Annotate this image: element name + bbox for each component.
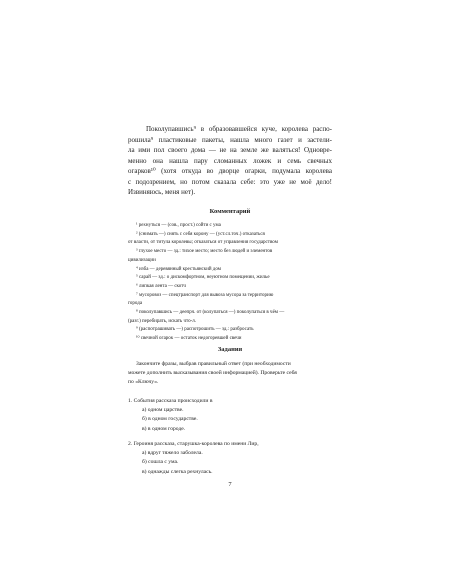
- paragraph-line: рошила⁹ пластиковые пакеты, нашла много газет и застели-: [128, 135, 332, 144]
- question-stem: 2. Героиня рассказа, старушка-королева по имени Лир,: [128, 441, 259, 447]
- commentary-line: ³ глухое место — зд.: тихое место; место без людей и элементов: [136, 249, 273, 255]
- commentary-line: ⁹ (распотрашивать —) распотрошить — зд.: разбросать: [136, 327, 254, 333]
- tasks-heading: Задания: [217, 346, 243, 353]
- answer-option: а) одном царстве.: [142, 407, 184, 414]
- answer-option: б) сошла с ума.: [142, 459, 179, 466]
- page-number: 7: [228, 481, 232, 488]
- commentary-line: (разг.) перебирать, искать что-л.: [128, 318, 196, 324]
- tasks-intro-line: можете дополнить высказывания своей информацией). Проверьте себя: [128, 369, 297, 376]
- commentary-line: цивилизации: [128, 257, 156, 263]
- paragraph-line: менно она нашла пару сломанных ложек и семь свечных: [128, 156, 332, 165]
- commentary-line: ⁷ мусоровоз — спецтранспорт для вывоза мусора за территорию: [136, 292, 274, 298]
- commentary-line: от власти, от титула королевы; отказаться от управления государством: [128, 240, 278, 246]
- main-paragraph: [128, 124, 332, 198]
- tasks-intro: [128, 360, 332, 386]
- commentary-line: ⁴ изба — деревянный крестьянский дом: [136, 266, 221, 272]
- tasks-intro-line: по «Ключу».: [128, 378, 159, 385]
- paragraph-line: огарков¹⁰ (хотя откуда во дворце огарки, подумала королева: [128, 167, 332, 175]
- tasks-intro-line: Закончите фразы, выбрав правильный ответ (при необходимости: [136, 361, 291, 367]
- answer-option: а) вдруг тяжело заболела.: [142, 450, 203, 457]
- commentary-line: ¹⁰ свечной огарок — остаток недогоревшей свечи: [136, 336, 242, 342]
- paragraph-line: с подозрением, но потом сказала себе: это уже не моё дело!: [128, 177, 332, 186]
- commentary-line: ¹ рехнуться — (сов., прост.) сойти с ума: [136, 223, 221, 228]
- answer-option: в) в одном городе.: [142, 425, 186, 432]
- commentary-line: ⁶ липкая лента — скотч: [136, 283, 186, 289]
- commentary-line: ⁵ сарай — зд.: о дискомфортном, неуютном помещении, жилье: [136, 275, 270, 281]
- answer-option: в) однажды слегка рехнулась.: [142, 468, 213, 475]
- commentary-line: ⁸ поколупавшись — деепрч. от (колупаться —) поколупаться в чём —: [136, 310, 285, 316]
- paragraph-line: Извиняюсь, меня нет).: [128, 188, 196, 196]
- question-1: [128, 397, 332, 434]
- commentary-line: ² (снимать —) снять с себя корону — (уст.сл.точ.) отказаться: [136, 231, 265, 237]
- question-2: [128, 440, 332, 477]
- commentary-heading: Комментарий: [209, 208, 251, 215]
- commentary-list: [128, 222, 332, 344]
- answer-option: б) в одном государстве.: [142, 416, 198, 423]
- paragraph-line: ла ими пол своего дома — не на земле же валяться! Одновре-: [128, 146, 332, 154]
- paragraph-line: Поколупавшись⁹ в образовавшейся куче, королева распо-: [146, 125, 332, 133]
- commentary-line: города: [128, 301, 143, 307]
- question-stem: 1. События рассказа происходили в: [128, 398, 213, 404]
